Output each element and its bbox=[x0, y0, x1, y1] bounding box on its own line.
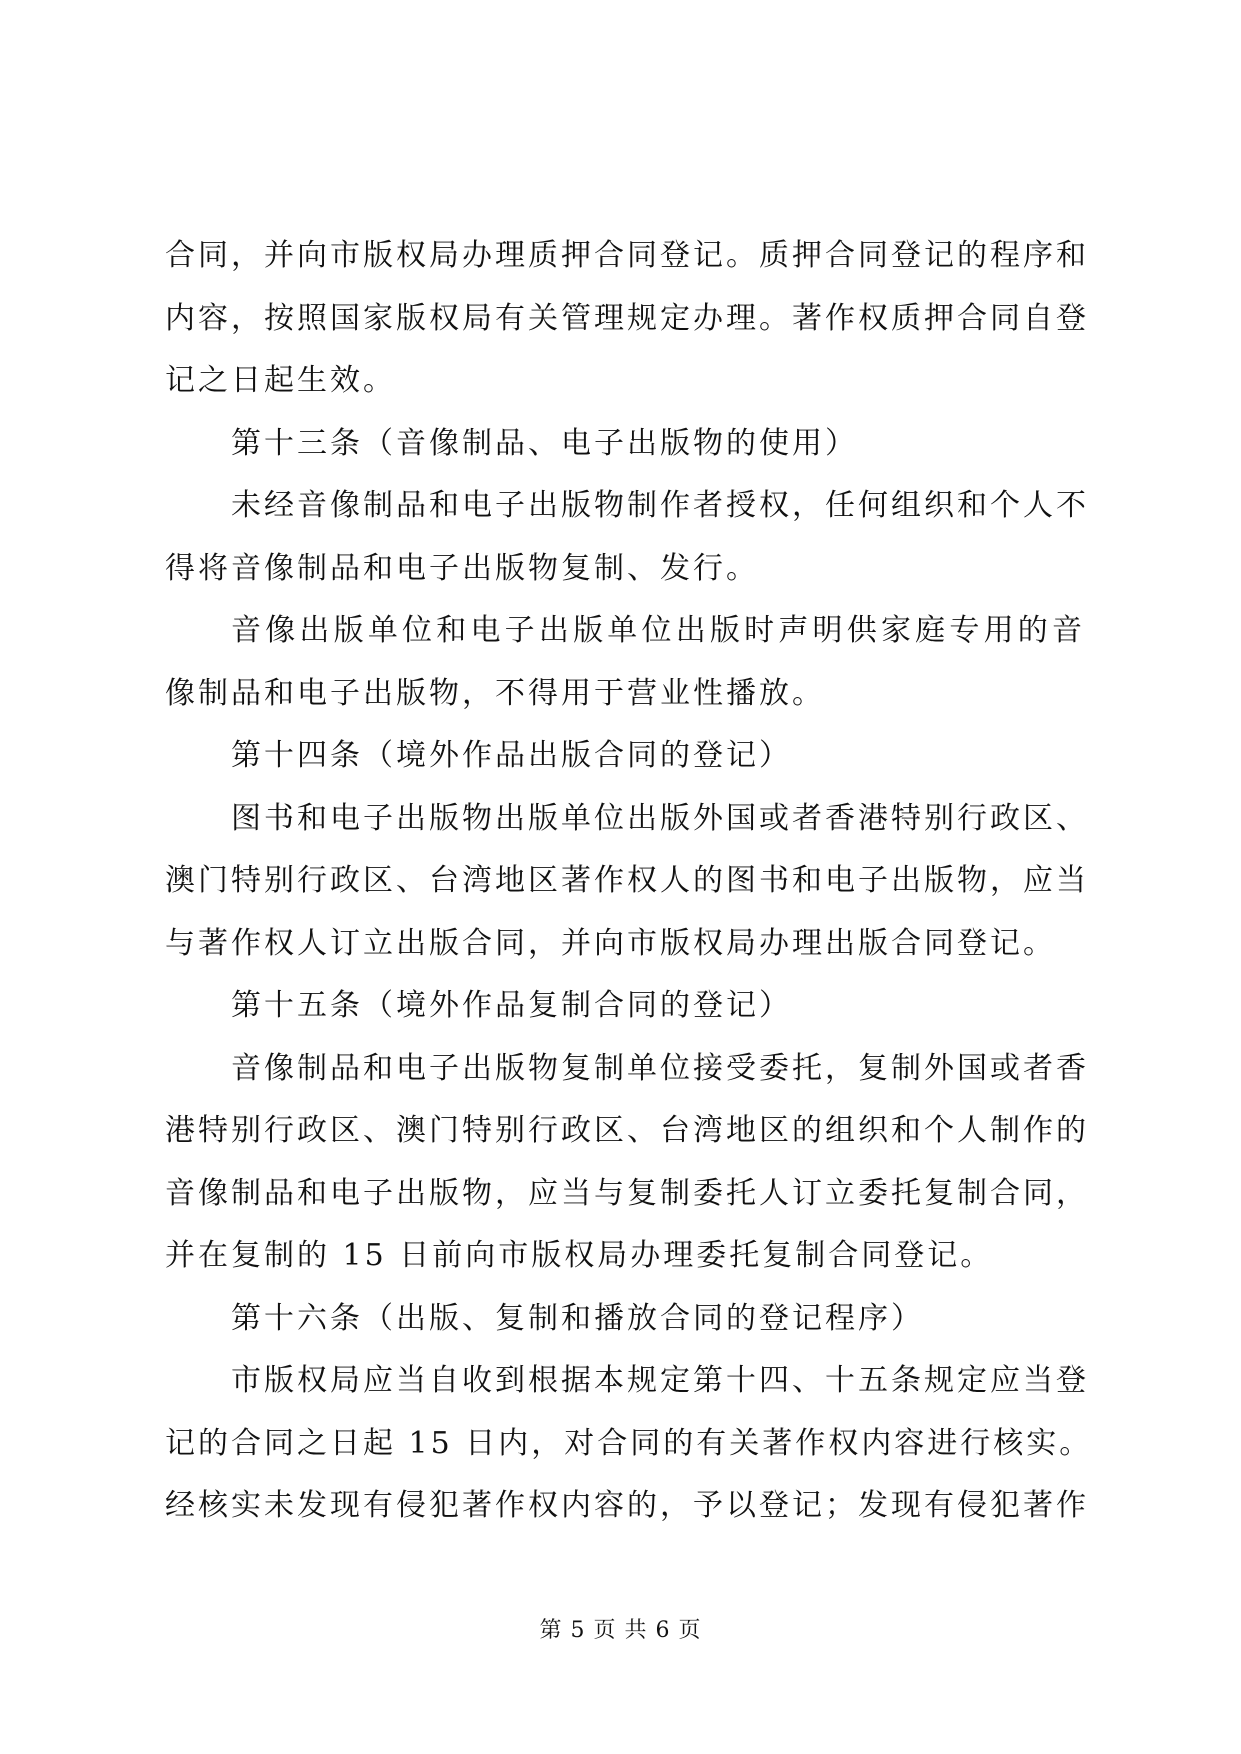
article-heading: 第十三条（音像制品、电子出版物的使用） bbox=[231, 425, 858, 461]
page-number: 第 5 页 共 6 页 bbox=[539, 1618, 702, 1643]
paragraph-line: 像制品和电子出版物，不得用于营业性播放。 bbox=[165, 675, 825, 711]
article-heading: 第十五条（境外作品复制合同的登记） bbox=[231, 988, 792, 1023]
paragraph-line: 音像制品和电子出版物复制单位接受委托，复制外国或者香 bbox=[231, 1050, 1089, 1086]
page-footer bbox=[0, 1613, 1241, 1644]
article-heading: 第十四条（境外作品出版合同的登记） bbox=[231, 738, 792, 773]
paragraph-line: 港特别行政区、澳门特别行政区、台湾地区的组织和个人制作的 bbox=[165, 1113, 1089, 1148]
paragraph-line: 图书和电子出版物出版单位出版外国或者香港特别行政区、 bbox=[231, 800, 1089, 836]
paragraph-line: 音像出版单位和电子出版单位出版时声明供家庭专用的音 bbox=[231, 613, 1085, 648]
paragraph-line: 合同，并向市版权局办理质押合同登记。质押合同登记的程序和 bbox=[165, 238, 1089, 273]
article-heading: 第十六条（出版、复制和播放合同的登记程序） bbox=[231, 1300, 924, 1336]
paragraph-line: 音像制品和电子出版物，应当与复制委托人订立委托复制合同， bbox=[165, 1175, 1089, 1211]
paragraph-line: 与著作权人订立出版合同，并向市版权局办理出版合同登记。 bbox=[165, 925, 1056, 961]
paragraph-line: 经核实未发现有侵犯著作权内容的，予以登记；发现有侵犯著作 bbox=[165, 1488, 1089, 1523]
paragraph-line: 记的合同之日起 15 日内，对合同的有关著作权内容进行核实。 bbox=[165, 1425, 1093, 1461]
paragraph-line: 得将音像制品和电子出版物复制、发行。 bbox=[165, 550, 759, 586]
body-text bbox=[165, 225, 1093, 1538]
paragraph-line: 未经音像制品和电子出版物制作者授权，任何组织和个人不 bbox=[231, 488, 1089, 523]
paragraph-line: 记之日起生效。 bbox=[165, 363, 396, 398]
paragraph-line: 内容，按照国家版权局有关管理规定办理。著作权质押合同自登 bbox=[165, 300, 1089, 336]
paragraph-line: 澳门特别行政区、台湾地区著作权人的图书和电子出版物，应当 bbox=[165, 863, 1089, 898]
paragraph-line: 市版权局应当自收到根据本规定第十四、十五条规定应当登 bbox=[231, 1363, 1089, 1398]
paragraph-line: 并在复制的 15 日前向市版权局办理委托复制合同登记。 bbox=[165, 1238, 994, 1273]
